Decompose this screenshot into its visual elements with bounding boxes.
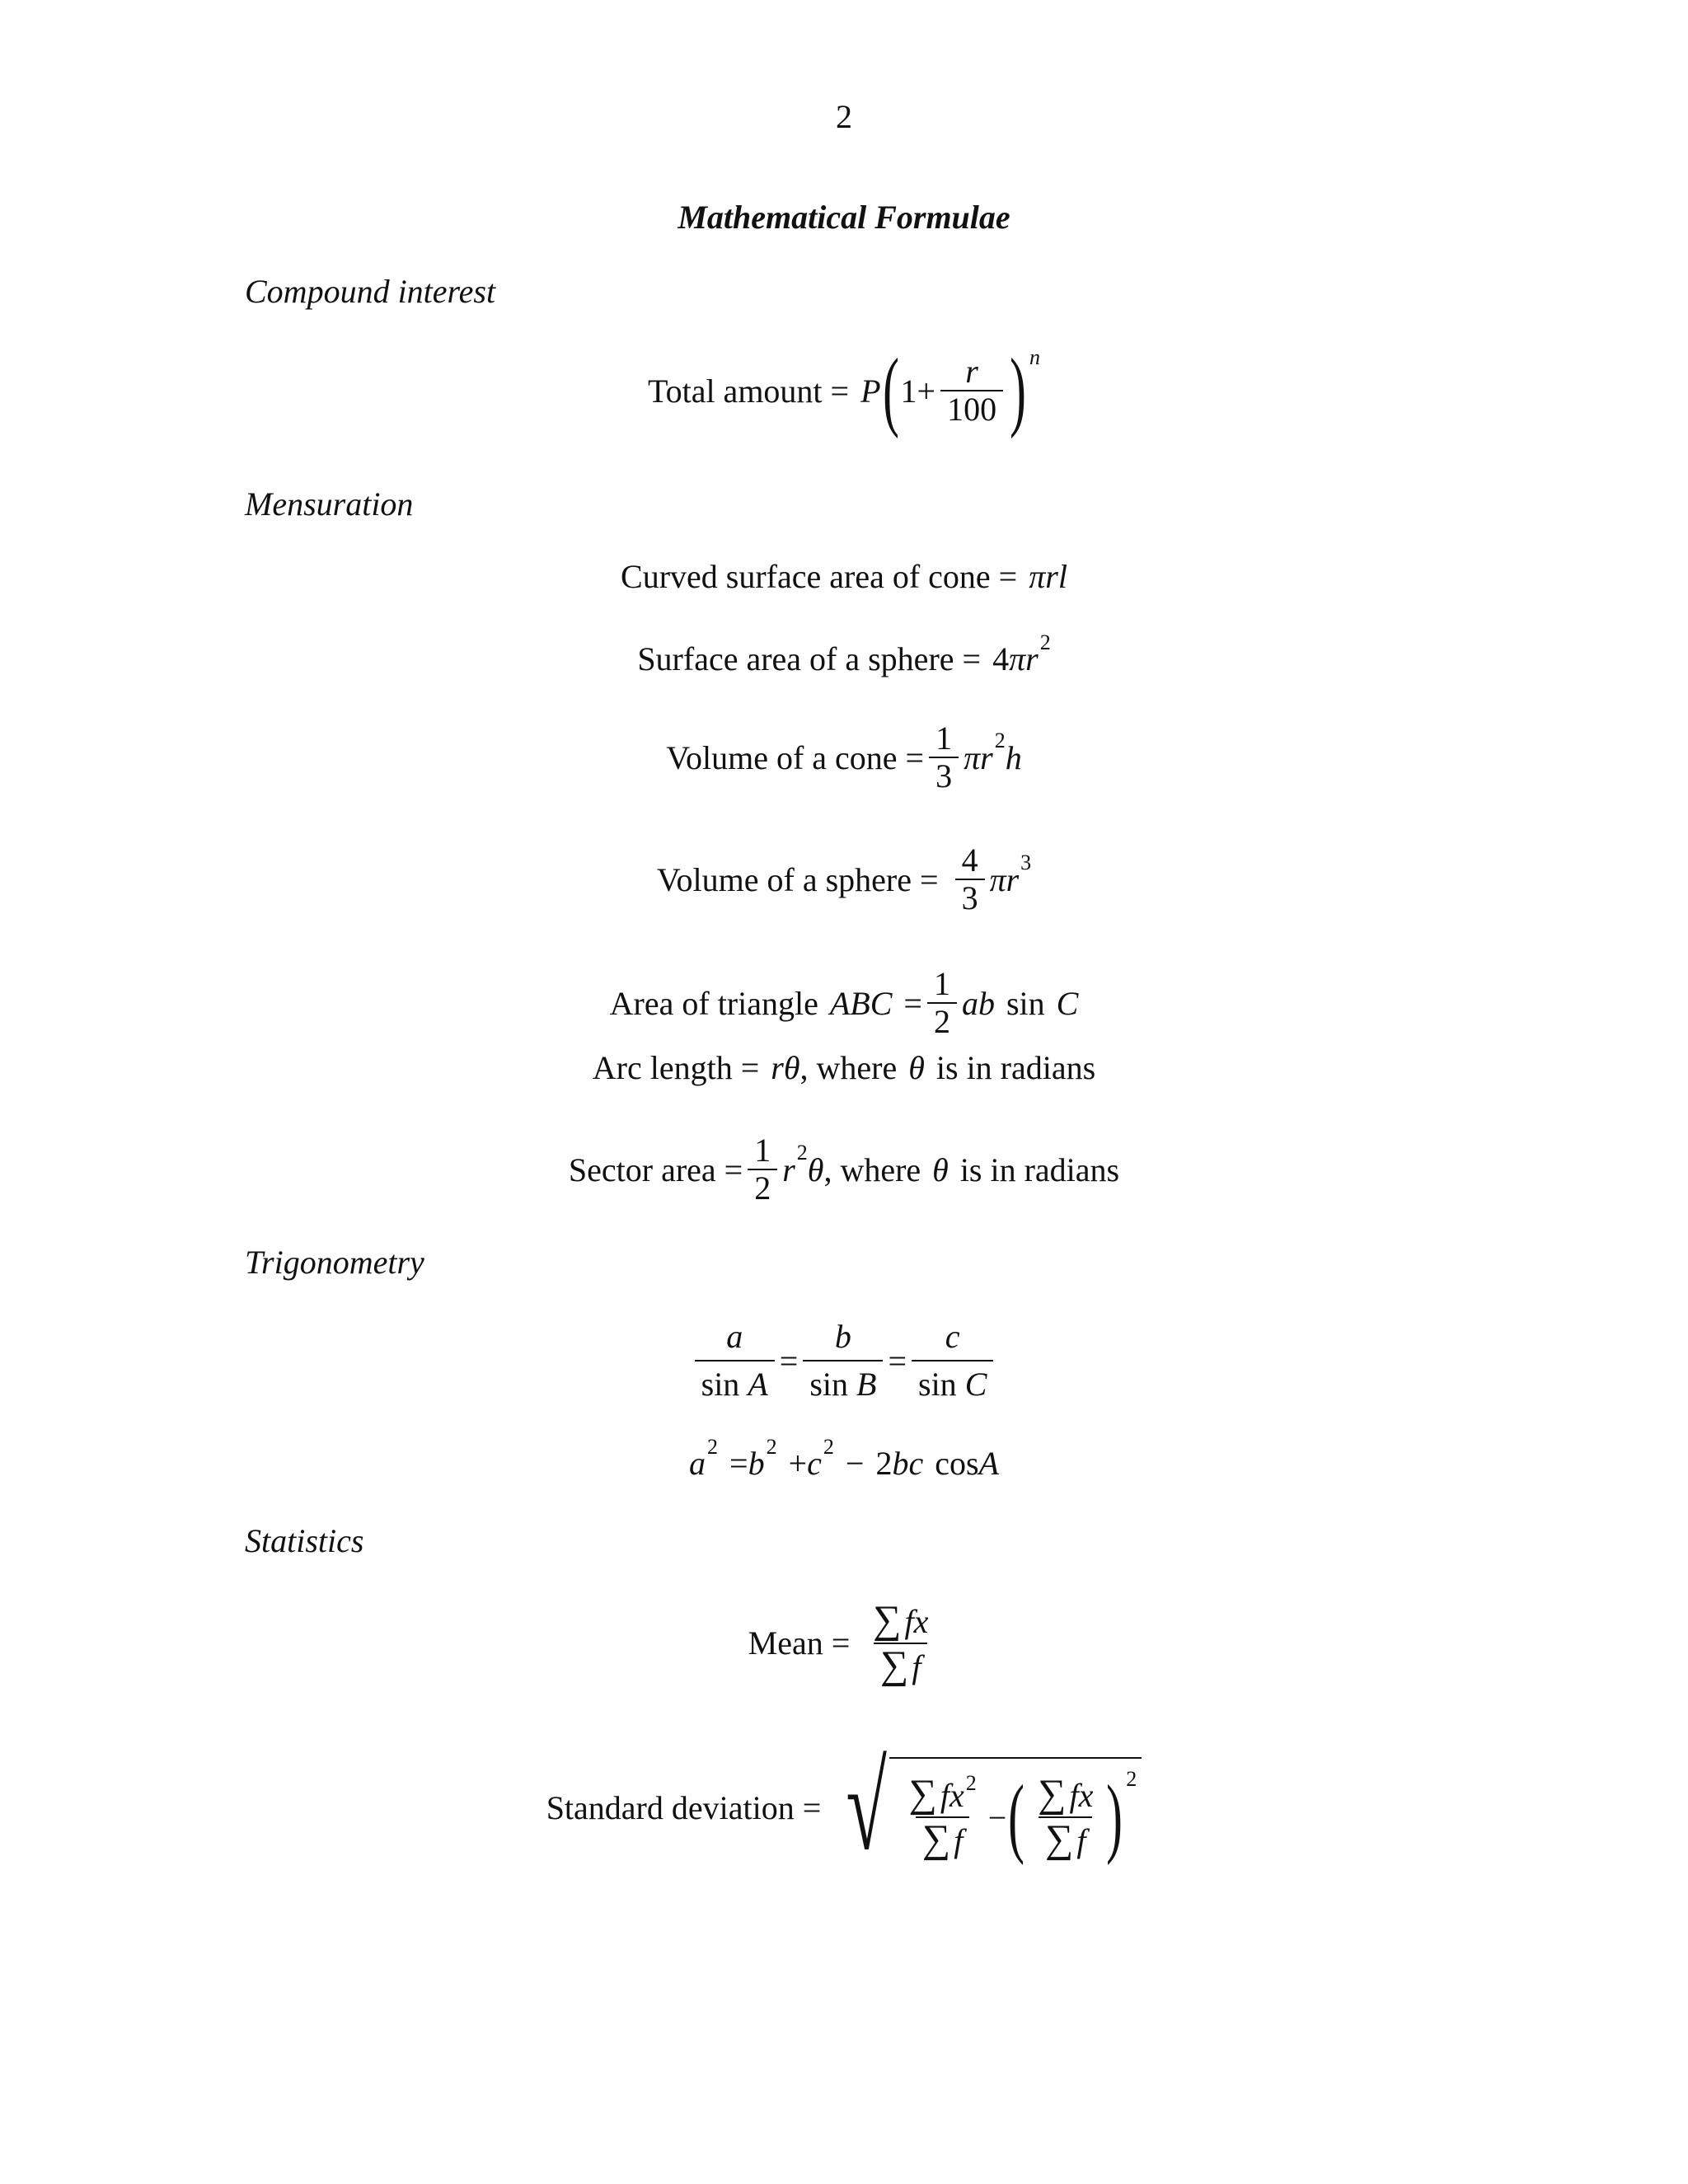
formula-cone-volume (0, 720, 1688, 794)
left-paren: ( (882, 341, 899, 439)
sector-area-r: r (782, 1151, 795, 1188)
sphere-surface-label: Surface area of a sphere = (637, 640, 982, 677)
sd-second-fraction (1031, 1773, 1100, 1862)
cone-surface-label: Curved surface area of cone = (621, 558, 1018, 595)
cone-volume-fraction (929, 720, 959, 794)
one-symbol: 1 (900, 372, 917, 410)
sphere-volume-denominator: 3 (955, 879, 985, 916)
square-root-body (889, 1757, 1142, 1869)
arc-length-expression: rθ (771, 1049, 800, 1086)
arc-length-theta: θ (908, 1049, 925, 1086)
formula-sector-area (0, 1132, 1688, 1207)
cone-volume-exponent: 2 (994, 729, 1006, 752)
sine-rule-sin-b (803, 1360, 883, 1403)
plus-symbol: + (917, 372, 936, 410)
sine-rule-a-fraction (695, 1319, 775, 1403)
square-root (832, 1739, 1142, 1876)
cosine-rule-b: b (748, 1445, 765, 1482)
rate-numerator: r (965, 353, 978, 390)
sector-area-theta: θ (807, 1151, 824, 1188)
cosine-rule-a-exponent: 2 (707, 1434, 718, 1459)
sine-rule-sin-a (695, 1360, 775, 1403)
sd-outer-exponent: 2 (1126, 1767, 1137, 1791)
triangle-denominator: 2 (927, 1002, 957, 1040)
formula-arc-length (0, 1048, 1688, 1087)
sphere-volume-fraction (955, 842, 985, 916)
sigma-icon: ∑ (873, 1598, 902, 1642)
sd-second-f: f (1076, 1822, 1086, 1859)
sigma-icon: ∑ (880, 1643, 909, 1687)
sigma-icon: ∑ (1038, 1772, 1067, 1816)
section-heading-trigonometry: Trigonometry (245, 1244, 424, 1281)
cosine-rule-plus: + (788, 1445, 808, 1482)
sphere-volume-label: Volume of a sphere = (656, 860, 939, 898)
triangle-ab: ab (961, 984, 995, 1022)
sd-second-denominator (1039, 1816, 1092, 1862)
sd-f: f (954, 1822, 964, 1859)
sector-area-label: Sector area = (568, 1151, 743, 1188)
sd-fx-exponent: 2 (965, 1771, 977, 1796)
sigma-icon: ∑ (908, 1772, 937, 1816)
triangle-sin: sin (1006, 984, 1045, 1022)
page-number: 2 (836, 98, 852, 135)
formula-standard-deviation (0, 1739, 1688, 1876)
sine-rule-c-fraction (912, 1319, 993, 1403)
section-heading-statistics: Statistics (245, 1522, 364, 1559)
arc-length-tail: is in radians (935, 1049, 1096, 1086)
sine-rule-angle-a: A (748, 1366, 768, 1403)
sd-first-numerator (903, 1773, 983, 1816)
sine-rule-a: a (726, 1318, 743, 1355)
rate-fraction (940, 354, 1003, 428)
formula-cosine-rule (0, 1434, 1688, 1483)
sine-rule-b: b (834, 1318, 851, 1355)
sine-rule-equals-1: = (779, 1342, 799, 1380)
sine-rule-angle-c: C (964, 1366, 987, 1403)
triangle-angle-c: C (1056, 984, 1079, 1022)
cosine-rule-angle-a: A (978, 1445, 999, 1482)
formula-triangle-area (0, 966, 1688, 1040)
sector-area-theta-note: θ (932, 1151, 949, 1188)
sphere-surface-exponent: 2 (1039, 630, 1051, 654)
mean-fraction (866, 1599, 935, 1688)
cosine-rule-a: a (689, 1445, 706, 1482)
sd-first-denominator (916, 1816, 969, 1862)
cone-volume-expression: πr (964, 738, 993, 776)
sphere-volume-exponent: 3 (1020, 851, 1032, 874)
exponent-n: n (1029, 345, 1041, 369)
cosine-rule-two: 2 (875, 1445, 893, 1482)
sector-area-fraction (748, 1132, 777, 1207)
sector-area-exponent: 2 (796, 1141, 808, 1165)
sigma-icon: ∑ (1045, 1817, 1074, 1861)
sd-second-fx: fx (1069, 1777, 1094, 1815)
sector-area-where: , where (823, 1151, 921, 1188)
mean-label: Mean = (748, 1624, 851, 1662)
formula-mean (0, 1599, 1688, 1688)
cosine-rule-equals: = (729, 1445, 748, 1482)
arc-length-label: Arc length = (592, 1049, 760, 1086)
sd-second-numerator (1031, 1773, 1100, 1816)
formula-total-amount (0, 341, 1688, 439)
cone-surface-expression: πrl (1029, 558, 1067, 595)
formula-sphere-volume (0, 842, 1688, 916)
cosine-rule-cos: cos (935, 1445, 979, 1482)
formula-sine-rule (0, 1319, 1688, 1403)
cosine-rule-minus: − (845, 1445, 865, 1482)
sine-rule-equals-2: = (888, 1342, 907, 1380)
cone-volume-height: h (1005, 738, 1022, 776)
sine-rule-sin-b-text: sin (809, 1366, 848, 1403)
sphere-volume-numerator: 4 (961, 841, 978, 879)
sector-area-denominator: 2 (748, 1169, 777, 1207)
triangle-name: ABC (829, 984, 893, 1022)
total-amount-label: Total amount = (647, 372, 850, 410)
mean-fx: fx (904, 1603, 929, 1640)
arc-length-where: , where (799, 1049, 898, 1086)
sine-rule-sin-a-text: sin (701, 1366, 740, 1403)
formula-cone-surface (0, 557, 1688, 596)
cosine-rule-c-exponent: 2 (823, 1434, 834, 1459)
sd-left-paren: ( (1008, 1768, 1025, 1866)
standard-deviation-label: Standard deviation = (546, 1788, 822, 1826)
rate-denominator: 100 (940, 390, 1003, 428)
sector-area-numerator: 1 (754, 1132, 771, 1169)
cosine-rule-bc: bc (892, 1445, 924, 1482)
sphere-volume-expression: πr (989, 860, 1020, 898)
sphere-surface-expression: πr (1009, 640, 1039, 677)
page-title: Mathematical Formulae (678, 199, 1010, 236)
mean-numerator (866, 1599, 935, 1643)
sd-minus: − (987, 1798, 1007, 1836)
section-heading-mensuration: Mensuration (245, 485, 414, 523)
sine-rule-sin-c (912, 1360, 993, 1403)
sector-area-tail: is in radians (959, 1151, 1120, 1188)
sd-first-fraction (903, 1773, 983, 1862)
sd-fx: fx (940, 1777, 964, 1815)
cone-volume-denominator: 3 (929, 757, 959, 794)
sine-rule-c: c (945, 1318, 960, 1355)
triangle-numerator: 1 (933, 965, 950, 1002)
principal-symbol: P (860, 372, 881, 410)
cone-volume-label: Volume of a cone = (666, 738, 925, 776)
cosine-rule-b-exponent: 2 (766, 1434, 777, 1459)
sine-rule-sin-c-text: sin (918, 1366, 957, 1403)
section-heading-compound-interest: Compound interest (245, 273, 496, 310)
right-paren: ) (1010, 341, 1026, 439)
sine-rule-angle-b: B (856, 1366, 877, 1403)
mean-denominator (874, 1643, 927, 1688)
sine-rule-b-fraction (803, 1319, 883, 1403)
sigma-icon: ∑ (921, 1817, 951, 1861)
sd-right-paren: ) (1106, 1768, 1123, 1866)
sphere-surface-coefficient: 4 (992, 640, 1010, 677)
formula-sphere-surface (0, 630, 1688, 678)
cone-volume-numerator: 1 (935, 719, 953, 757)
cosine-rule-c: c (807, 1445, 822, 1482)
radical-icon: √ (846, 1739, 888, 1876)
triangle-fraction (927, 966, 957, 1040)
triangle-equals: = (903, 984, 922, 1022)
triangle-area-label: Area of triangle (609, 984, 818, 1022)
mean-f: f (912, 1647, 921, 1685)
